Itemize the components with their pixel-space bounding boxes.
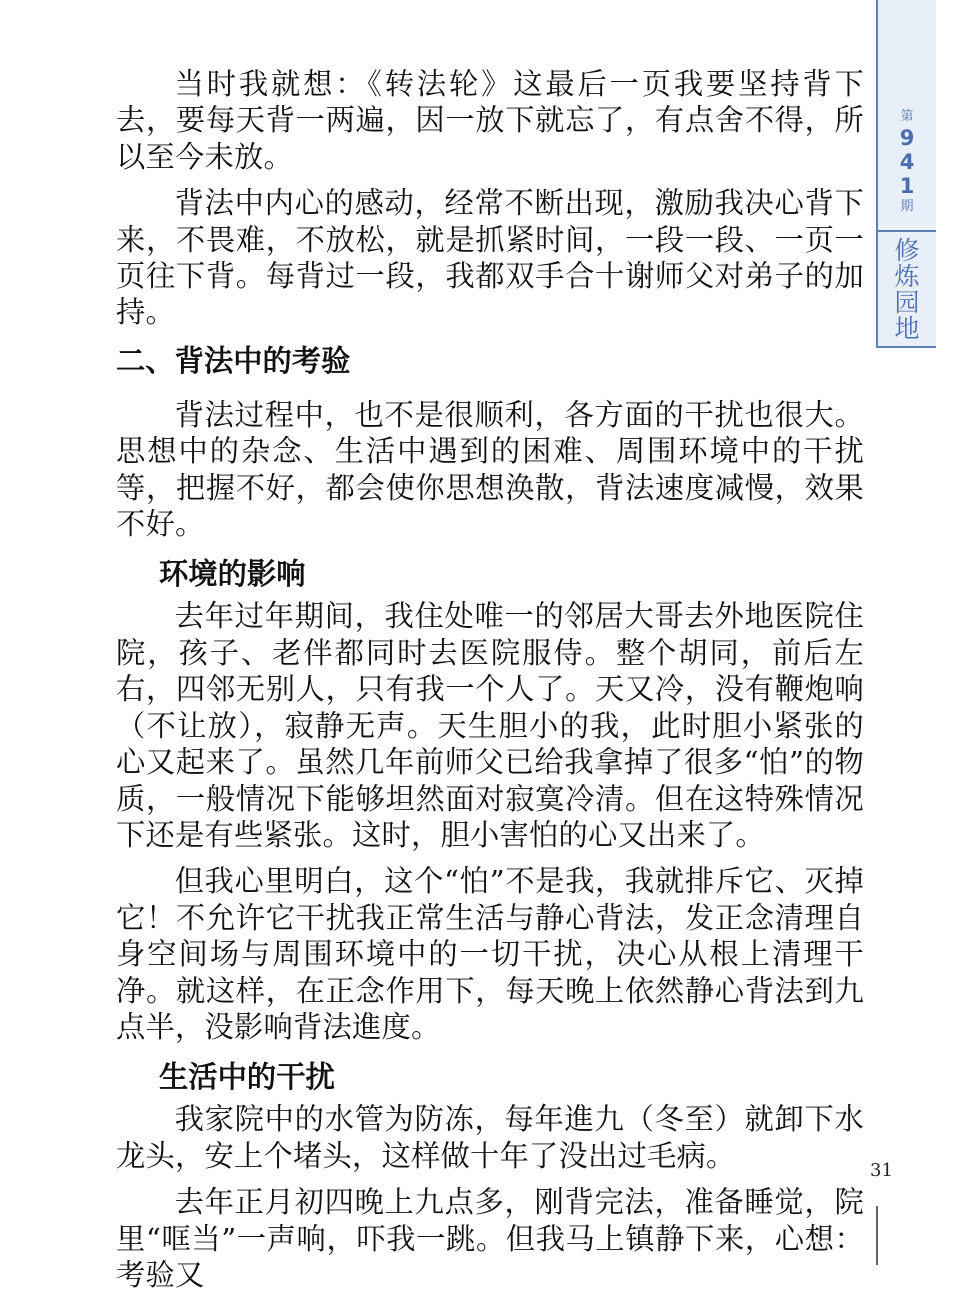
paragraph-3: 背法过程中，也不是很顺利，各方面的干扰也很大。思想中的杂念、生活中遇到的困难、周围环境中的干扰等，把握不好，都会使你思想涣散，背法速度减慢，效果不好。 bbox=[116, 397, 864, 542]
issue-digit-2: 4 bbox=[899, 150, 915, 174]
paragraph-1: 当时我就想：《转法轮》这最后一页我要坚持背下去，要每天背一两遍，因一放下就忘了，有点舍不得，所以至今未放。 bbox=[116, 67, 864, 174]
page-number: 31 bbox=[870, 1160, 893, 1181]
column-title-char-3: 园 bbox=[894, 288, 920, 317]
section-heading: 二、背法中的考验 bbox=[116, 343, 351, 378]
paragraph-2: 背法中内心的感动，经常不断出现，激励我决心背下来，不畏难，不放松，就是抓紧时间，一段一段、一页一页往下背。每背过一段，我都双手合十谢师父对弟子的加持。 bbox=[116, 186, 864, 330]
issue-prefix: 第 bbox=[900, 109, 914, 124]
issue-digit-1: 9 bbox=[899, 126, 915, 150]
sidebar-divider-top bbox=[878, 230, 936, 232]
column-title-char-2: 炼 bbox=[894, 262, 920, 291]
subheading-environment: 环境的影响 bbox=[159, 557, 306, 592]
sidebar-divider-bottom bbox=[878, 346, 936, 348]
issue-suffix: 期 bbox=[900, 199, 914, 214]
paragraph-5: 但我心里明白，这个“怕”不是我，我就排斥它、灭掉它！不允许它干扰我正常生活与静心背法，发正念清理自身空间场与周围环境中的一切干扰，决心从根上清理干净。就这样，在正念作用下，每天晚上依然静心背法到九点半，没影响背法進度。 bbox=[116, 864, 864, 1044]
issue-digit-3: 1 bbox=[899, 174, 915, 198]
issue-number bbox=[878, 108, 936, 216]
subheading-life: 生活中的干扰 bbox=[159, 1060, 335, 1095]
paragraph-6: 我家院中的水管为防冻，每年進九（冬至）就卸下水龙头，安上个堵头，这样做十年了没出过毛病。 bbox=[116, 1102, 864, 1173]
article-body bbox=[116, 66, 864, 1303]
column-title-char-4: 地 bbox=[894, 314, 920, 343]
column-title bbox=[878, 238, 936, 342]
paragraph-7: 去年正月初四晚上九点多，刚背完法，准备睡觉，院里“哐当”一声响，吓我一跳。但我马上镇静下来，心想：考验又 bbox=[116, 1185, 864, 1292]
bottom-rule bbox=[876, 1206, 878, 1265]
paragraph-4: 去年过年期间，我住处唯一的邻居大哥去外地医院住院，孩子、老伴都同时去医院服侍。整个胡同，前后左右，四邻无别人，只有我一个人了。天又冷，没有鞭炮响（不让放），寂静无声。天生胆小的我，此时胆小紧张的心又起来了。虽然几年前师父已给我拿掉了很多“怕”的物质，一般情况下能够坦然面对寂寞冷清。但在这特殊情况下还是有些紧张。这时，胆小害怕的心又出来了。 bbox=[116, 599, 864, 852]
column-title-char-1: 修 bbox=[894, 236, 920, 265]
